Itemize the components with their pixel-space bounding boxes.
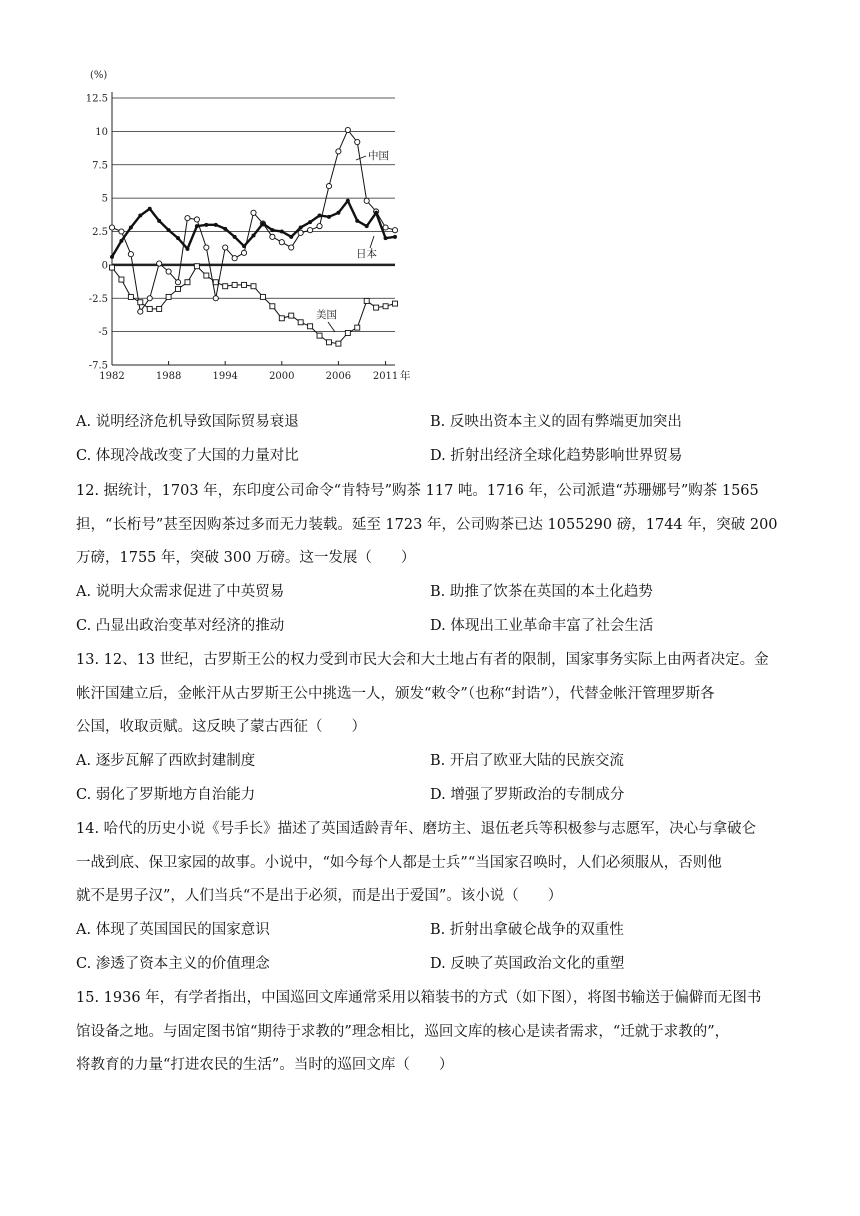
data-point-日本: [289, 235, 293, 239]
data-point-美国: [242, 282, 247, 287]
y-tick-label: 2.5: [92, 227, 108, 238]
data-point-日本: [374, 211, 378, 215]
q14-stem-line-3: 就不是男子汉”，人们当兵“不是出于必须，而是出于爱国”。该小说（ ）: [76, 888, 563, 904]
q13-stem-line-1: 13. 12、13 世纪，古罗斯王公的权力受到市民大会和大土地占有者的限制，国家事务实际上由两者决定。金: [76, 652, 769, 668]
data-point-美国: [345, 330, 350, 335]
data-point-中国: [213, 296, 218, 301]
q13-stem-line-2: 帐汗国建立后，金帐汗从古罗斯王公中挑选一人，颁发“敕令”（也称“封诰”），代替金帐汗管理罗斯各: [76, 686, 715, 702]
q12-option-c[interactable]: C. 凸显出政治变革对经济的推动: [76, 618, 285, 634]
data-point-日本: [148, 207, 152, 211]
data-point-日本: [214, 223, 218, 227]
data-point-日本: [167, 228, 171, 232]
data-point-日本: [365, 224, 369, 228]
data-point-美国: [110, 265, 115, 270]
data-point-美国: [383, 304, 388, 309]
x-unit-label: 年: [400, 370, 410, 382]
data-point-美国: [138, 300, 143, 305]
data-point-日本: [318, 213, 322, 217]
q12-stem-line-2: 担，“长桁号”甚至因购茶过多而无力装载。延至 1723 年，公司购茶已达 1055290 磅，1744 年，突破 200: [76, 517, 778, 533]
data-point-美国: [194, 264, 199, 269]
data-point-中国: [355, 139, 360, 144]
y-tick-label: 0: [101, 260, 108, 272]
data-point-日本: [393, 235, 397, 239]
data-point-中国: [308, 228, 313, 233]
q14-stem-line-2: 一战到底、保卫家园的故事。小说中，“如今每个人都是士兵”“当国家召唤时，人们必须服从，否则他: [76, 855, 722, 871]
data-point-中国: [119, 229, 124, 234]
data-point-日本: [280, 230, 284, 234]
data-point-美国: [336, 341, 341, 346]
data-point-美国: [355, 325, 360, 330]
x-tick-label: 2000: [269, 371, 295, 382]
data-point-日本: [119, 239, 123, 243]
q12-stem-line-1: 12. 据统计，1703 年，东印度公司命令“肯特号”购茶 117 吨。1716 年，公司派遣“苏珊娜号”购茶 1565: [76, 483, 759, 499]
y-tick-label: -2.5: [88, 293, 108, 305]
data-point-中国: [336, 149, 341, 154]
data-point-美国: [147, 306, 152, 311]
data-point-日本: [252, 234, 256, 238]
data-point-中国: [232, 256, 237, 261]
data-point-日本: [233, 235, 237, 239]
q14-option-a[interactable]: A. 体现了英国国民的国家意识: [76, 922, 270, 938]
data-point-美国: [393, 301, 398, 306]
y-tick-label: -7.5: [88, 360, 108, 372]
q11-option-a[interactable]: A. 说明经济危机导致国际贸易衰退: [76, 414, 299, 430]
data-point-日本: [308, 220, 312, 224]
data-point-美国: [317, 333, 322, 338]
data-point-日本: [223, 227, 227, 231]
q12-stem-line-3: 万磅，1755 年，突破 300 万磅。这一发展（ ）: [76, 550, 416, 566]
data-point-美国: [270, 304, 275, 309]
data-point-美国: [128, 294, 133, 299]
data-point-日本: [327, 215, 331, 219]
data-point-美国: [374, 305, 379, 310]
data-point-美国: [364, 298, 369, 303]
q15-stem-line-3: 将教育的力量“打进农民的生活”。当时的巡回文库（ ）: [76, 1057, 454, 1073]
series-leader-line: [356, 156, 366, 160]
q12-option-d[interactable]: D. 体现出工业革命丰富了社会生活: [430, 618, 654, 634]
data-point-中国: [326, 184, 331, 189]
data-point-美国: [308, 324, 313, 329]
data-point-美国: [223, 284, 228, 289]
data-point-中国: [364, 198, 369, 203]
series-line-美国: [112, 266, 395, 343]
y-unit-label: (%): [90, 70, 108, 81]
y-tick-label: 5: [101, 193, 108, 205]
data-point-日本: [195, 224, 199, 228]
data-point-日本: [270, 228, 274, 232]
x-tick-label: 2011: [372, 371, 399, 382]
data-point-日本: [384, 236, 388, 240]
q12-option-b[interactable]: B. 助推了饮茶在英国的本土化趋势: [430, 584, 653, 600]
data-point-日本: [346, 199, 350, 203]
data-point-中国: [317, 224, 322, 229]
data-point-美国: [279, 316, 284, 321]
series-leader-line: [370, 236, 374, 248]
data-point-中国: [241, 250, 246, 255]
data-point-日本: [157, 219, 161, 223]
series-label-中国: 中国: [368, 150, 389, 162]
data-point-日本: [110, 255, 114, 259]
data-point-日本: [204, 223, 208, 227]
data-point-美国: [326, 340, 331, 345]
chart-axes: [86, 92, 399, 382]
y-tick-label: 12.5: [85, 93, 108, 105]
data-point-美国: [213, 280, 218, 285]
data-point-美国: [251, 284, 256, 289]
q14-option-b[interactable]: B. 折射出拿破仑战争的双重性: [430, 922, 624, 938]
q13-stem-line-3: 公国，收取贡赋。这反映了蒙古西征（ ）: [76, 719, 366, 735]
data-point-中国: [298, 230, 303, 235]
series-leader-line: [328, 322, 335, 332]
data-point-中国: [175, 280, 180, 285]
y-tick-label: 10: [95, 126, 108, 138]
series-line-日本: [112, 201, 395, 257]
trade-balance-line-chart: [70, 60, 410, 390]
data-point-中国: [383, 225, 388, 230]
data-point-美国: [289, 313, 294, 318]
data-point-日本: [299, 225, 303, 229]
data-point-中国: [270, 234, 275, 239]
q11-option-b[interactable]: B. 反映出资本主义的固有弊端更加突出: [430, 414, 682, 430]
data-point-美国: [232, 282, 237, 287]
data-point-中国: [345, 127, 350, 132]
x-tick-label: 1988: [155, 371, 182, 382]
q14-option-d[interactable]: D. 反映了英国政治文化的重塑: [430, 956, 625, 972]
q11-option-c[interactable]: C. 体现冷战改变了大国的力量对比: [76, 448, 299, 464]
data-point-日本: [129, 225, 133, 229]
data-point-日本: [242, 244, 246, 248]
data-point-中国: [157, 261, 162, 266]
data-point-中国: [128, 252, 133, 257]
data-point-美国: [166, 294, 171, 299]
q12-option-a[interactable]: A. 说明大众需求促进了中英贸易: [76, 584, 285, 600]
data-point-日本: [185, 247, 189, 251]
data-point-中国: [223, 245, 228, 250]
data-point-中国: [289, 245, 294, 250]
chart-series: [109, 127, 397, 346]
q13-option-d[interactable]: D. 增强了罗斯政治的专制成分: [430, 787, 625, 803]
chart-gridlines: [112, 98, 395, 365]
data-point-美国: [204, 273, 209, 278]
data-point-中国: [185, 216, 190, 221]
data-point-中国: [251, 210, 256, 215]
x-tick-label: 1982: [99, 371, 125, 382]
q11-option-d[interactable]: D. 折射出经济全球化趋势影响世界贸易: [430, 448, 683, 464]
data-point-日本: [355, 219, 359, 223]
data-point-美国: [119, 277, 124, 282]
data-point-日本: [138, 213, 142, 217]
y-tick-label: 7.5: [92, 160, 108, 172]
data-point-中国: [392, 228, 397, 233]
data-point-美国: [185, 280, 190, 285]
data-point-中国: [166, 269, 171, 274]
q14-option-c[interactable]: C. 渗透了资本主义的价值理念: [76, 956, 270, 972]
data-point-美国: [176, 286, 181, 291]
series-label-美国: 美国: [316, 309, 337, 321]
data-point-日本: [261, 221, 265, 225]
data-point-中国: [138, 309, 143, 314]
data-point-中国: [147, 296, 152, 301]
y-tick-label: -5: [98, 327, 108, 339]
data-point-日本: [336, 211, 340, 215]
q15-stem-line-1: 15. 1936 年，有学者指出，中国巡回文库通常采用以箱装书的方式（如下图），将图书输送于偏僻而无图书: [76, 990, 762, 1006]
data-point-中国: [194, 217, 199, 222]
data-point-中国: [279, 240, 284, 245]
x-tick-label: 2006: [325, 371, 352, 382]
data-point-美国: [157, 306, 162, 311]
data-point-美国: [260, 294, 265, 299]
q13-option-b[interactable]: B. 开启了欧亚大陆的民族交流: [430, 753, 624, 769]
series-label-日本: 日本: [356, 248, 377, 260]
data-point-日本: [176, 236, 180, 240]
data-point-美国: [298, 320, 303, 325]
q13-option-a[interactable]: A. 逐步瓦解了西欧封建制度: [76, 753, 256, 769]
data-point-中国: [204, 245, 209, 250]
q14-stem-line-1: 14. 哈代的历史小说《号手长》描述了英国适龄青年、磨坊主、退伍老兵等积极参与志愿军，决心与拿破仑: [76, 821, 757, 837]
q15-stem-line-2: 馆设备之地。与固定图书馆“期待于求教的”理念相比，巡回文库的核心是读者需求，“迁就于求教的”，: [76, 1024, 730, 1040]
x-tick-label: 1994: [212, 371, 238, 382]
data-point-中国: [109, 225, 114, 230]
q13-option-c[interactable]: C. 弱化了罗斯地方自治能力: [76, 787, 256, 803]
